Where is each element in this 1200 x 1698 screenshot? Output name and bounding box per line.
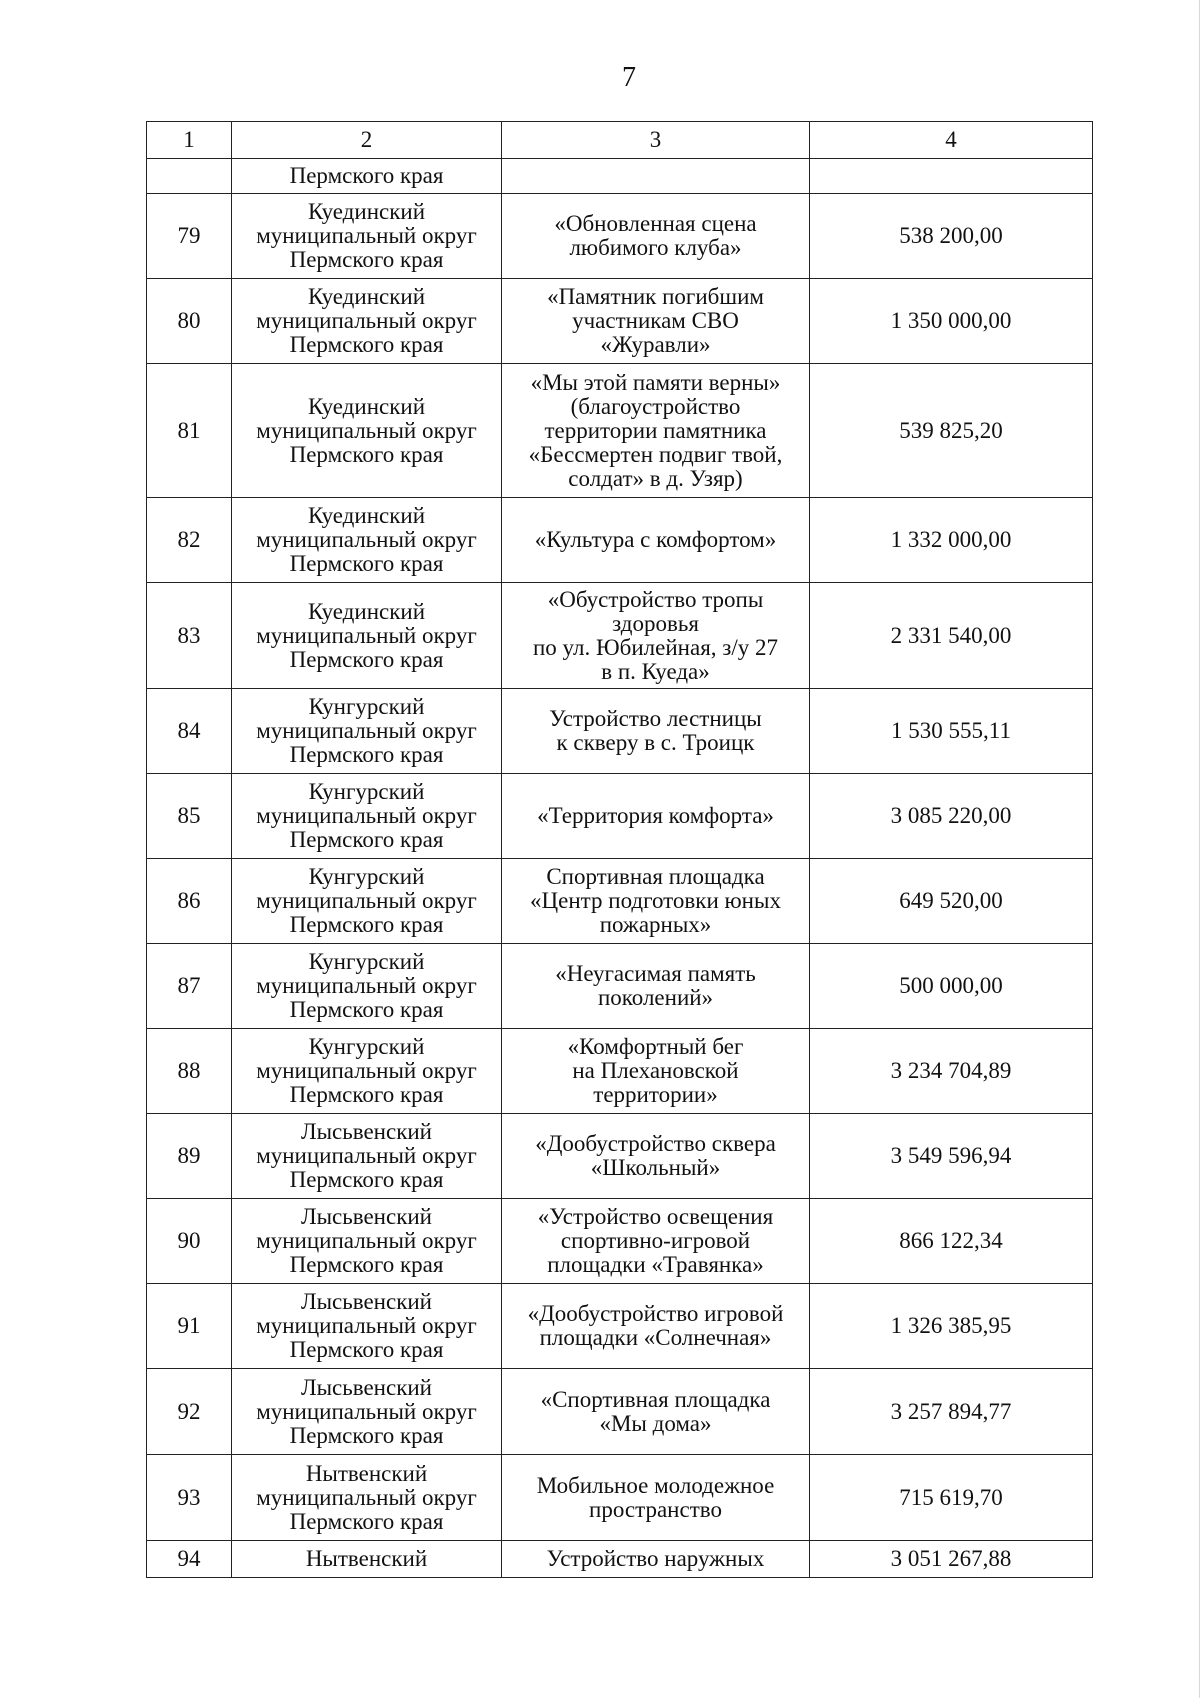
amount-cell: 1 350 000,00 [810, 279, 1093, 364]
district-cell: Кунгурский муниципальный округ Пермского края [232, 774, 502, 859]
project-cell: «Комфортный бег на Плехановской территории» [502, 1029, 810, 1114]
table-row [147, 498, 1093, 583]
district-cell: Пермского края [232, 159, 502, 194]
column-header: 2 [232, 122, 502, 159]
project-cell: Мобильное молодежное пространство [502, 1455, 810, 1541]
row-number: 88 [147, 1029, 232, 1114]
table-row [147, 279, 1093, 364]
row-number: 79 [147, 194, 232, 279]
district-cell: Куединский муниципальный округ Пермского края [232, 194, 502, 279]
district-cell: Куединский муниципальный округ Пермского края [232, 583, 502, 689]
project-cell: «Спортивная площадка «Мы дома» [502, 1369, 810, 1455]
project-cell: «Памятник погибшим участникам СВО «Журавли» [502, 279, 810, 364]
row-number: 80 [147, 279, 232, 364]
row-number: 83 [147, 583, 232, 689]
district-cell: Кунгурский муниципальный округ Пермского края [232, 1029, 502, 1114]
table-row [147, 1114, 1093, 1199]
project-cell: Спортивная площадка «Центр подготовки юных пожарных» [502, 859, 810, 944]
row-number: 85 [147, 774, 232, 859]
table-header-row [147, 122, 1093, 159]
page-number: 7 [622, 62, 636, 93]
amount-cell: 866 122,34 [810, 1199, 1093, 1284]
district-cell: Куединский муниципальный округ Пермского края [232, 364, 502, 498]
amount-cell: 1 332 000,00 [810, 498, 1093, 583]
project-cell: «Мы этой памяти верны» (благоустройство территории памятника «Бессмертен подвиг твой, солдат» в д. Узяр) [502, 364, 810, 498]
table-row [147, 859, 1093, 944]
table-row [147, 1455, 1093, 1541]
amount-cell: 1 326 385,95 [810, 1284, 1093, 1369]
project-cell: «Устройство освещения спортивно-игровой площадки «Травянка» [502, 1199, 810, 1284]
amount-cell: 539 825,20 [810, 364, 1093, 498]
project-cell: Устройство наружных [502, 1541, 810, 1578]
column-header: 3 [502, 122, 810, 159]
row-number: 81 [147, 364, 232, 498]
project-cell: «Культура с комфортом» [502, 498, 810, 583]
table-row [147, 1369, 1093, 1455]
table-row [147, 774, 1093, 859]
district-cell: Нытвенский муниципальный округ Пермского края [232, 1455, 502, 1541]
district-cell: Лысьвенский муниципальный округ Пермского края [232, 1114, 502, 1199]
district-cell: Лысьвенский муниципальный округ Пермского края [232, 1199, 502, 1284]
amount-cell [810, 159, 1093, 194]
row-number: 91 [147, 1284, 232, 1369]
amount-cell: 2 331 540,00 [810, 583, 1093, 689]
table-row [147, 583, 1093, 689]
row-number: 84 [147, 689, 232, 774]
row-number: 86 [147, 859, 232, 944]
table-row [147, 159, 1093, 194]
project-cell [502, 159, 810, 194]
project-cell: «Неугасимая память поколений» [502, 944, 810, 1029]
row-number: 93 [147, 1455, 232, 1541]
project-cell: Устройство лестницы к скверу в с. Троицк [502, 689, 810, 774]
table-row [147, 1541, 1093, 1578]
table-row [147, 1284, 1093, 1369]
amount-cell: 3 257 894,77 [810, 1369, 1093, 1455]
table-row [147, 194, 1093, 279]
column-header: 1 [147, 122, 232, 159]
amount-cell: 715 619,70 [810, 1455, 1093, 1541]
table-row [147, 944, 1093, 1029]
amount-cell: 649 520,00 [810, 859, 1093, 944]
district-cell: Кунгурский муниципальный округ Пермского края [232, 944, 502, 1029]
project-cell: «Территория комфорта» [502, 774, 810, 859]
project-cell: «Дообустройство сквера «Школьный» [502, 1114, 810, 1199]
amount-cell: 500 000,00 [810, 944, 1093, 1029]
table-row [147, 689, 1093, 774]
district-cell: Лысьвенский муниципальный округ Пермского края [232, 1369, 502, 1455]
district-cell: Куединский муниципальный округ Пермского края [232, 498, 502, 583]
amount-cell: 3 051 267,88 [810, 1541, 1093, 1578]
row-number: 90 [147, 1199, 232, 1284]
district-cell: Нытвенский [232, 1541, 502, 1578]
row-number: 87 [147, 944, 232, 1029]
row-number: 92 [147, 1369, 232, 1455]
table-row [147, 1199, 1093, 1284]
amount-cell: 3 549 596,94 [810, 1114, 1093, 1199]
projects-table [146, 121, 1093, 1578]
amount-cell: 3 085 220,00 [810, 774, 1093, 859]
row-number: 82 [147, 498, 232, 583]
project-cell: «Обновленная сцена любимого клуба» [502, 194, 810, 279]
district-cell: Кунгурский муниципальный округ Пермского края [232, 689, 502, 774]
row-number: 94 [147, 1541, 232, 1578]
district-cell: Кунгурский муниципальный округ Пермского края [232, 859, 502, 944]
column-header: 4 [810, 122, 1093, 159]
table-row [147, 364, 1093, 498]
project-cell: «Обустройство тропы здоровья по ул. Юбилейная, з/у 27 в п. Куеда» [502, 583, 810, 689]
district-cell: Куединский муниципальный округ Пермского края [232, 279, 502, 364]
row-number [147, 159, 232, 194]
table-row [147, 1029, 1093, 1114]
project-cell: «Дообустройство игровой площадки «Солнечная» [502, 1284, 810, 1369]
district-cell: Лысьвенский муниципальный округ Пермского края [232, 1284, 502, 1369]
amount-cell: 1 530 555,11 [810, 689, 1093, 774]
amount-cell: 538 200,00 [810, 194, 1093, 279]
row-number: 89 [147, 1114, 232, 1199]
amount-cell: 3 234 704,89 [810, 1029, 1093, 1114]
